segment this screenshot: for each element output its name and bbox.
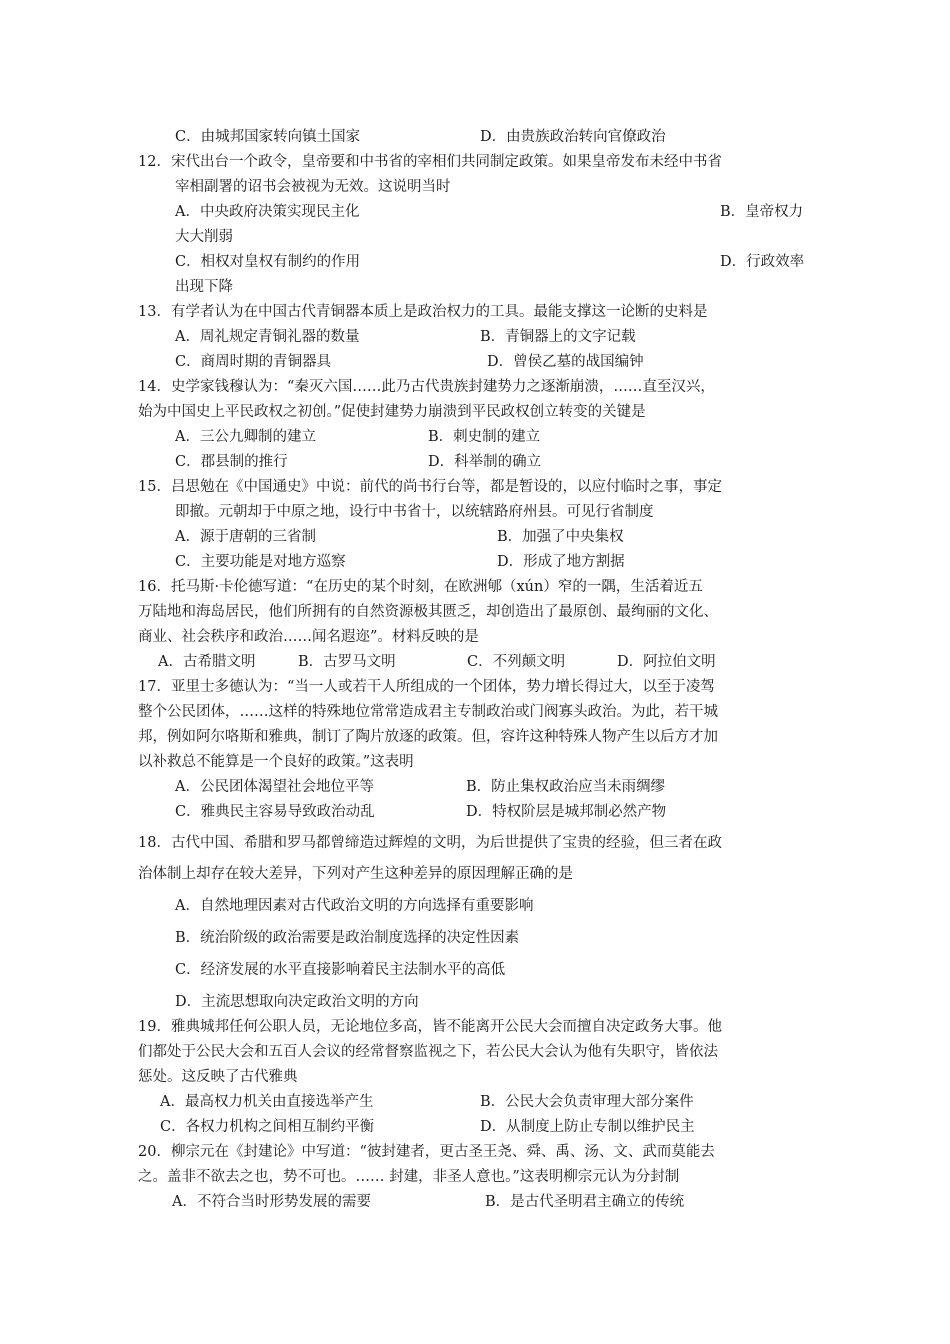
q17-option-d: D．特权阶层是城邦制必然产物	[466, 804, 667, 820]
q14-option-d: D．科举制的确立	[428, 454, 542, 470]
q13-option-d: D．曾侯乙墓的战国编钟	[487, 354, 644, 370]
q12-option-d-cont: 出现下降	[175, 279, 233, 295]
q20-option-a: A．不符合当时形势发展的需要	[172, 1194, 371, 1210]
q16-option-a: A．古希腊文明	[158, 654, 256, 670]
q12-stem-line2: 宰相副署的诏书会被视为无效。这说明当时	[175, 179, 451, 195]
q13-option-c: C．商周时期的青铜器具	[175, 354, 332, 370]
q11-option-c: C．由城邦国家转向镇土国家	[175, 129, 361, 145]
q18-stem-line2: 治体制上却存在较大差异，下列对产生这种差异的原因理解正确的是	[138, 866, 573, 882]
q15-stem-line2: 即撤。元朝却于中原之地，设行中书省十，以统辖路府州县。可见行省制度	[175, 504, 654, 520]
q19-option-c: C．各权力机构之间相互制约平衡	[160, 1119, 375, 1135]
q20-stem-line1: 20．柳宗元在《封建论》中写道：“彼封建者，更古圣王尧、舜、禹、汤、文、武而莫能去	[138, 1144, 715, 1160]
q20-stem-line2: 之。盖非不欲去之也，势不可也。…… 封建，非圣人意也。”这表明柳宗元认为分封制	[138, 1169, 680, 1185]
q19-stem-line1: 19．雅典城邦任何公职人员，无论地位多高，皆不能离开公民大会而擅自决定政务大事。他	[138, 1019, 722, 1035]
q14-option-a: A．三公九卿制的建立	[175, 429, 316, 445]
q16-stem-line1: 16．托马斯·卡伦德写道：“在历史的某个时刻，在欧洲郇（xún）窄的一隅，生活着近五	[138, 579, 703, 595]
q19-stem-line3: 惩处。这反映了古代雅典	[138, 1069, 298, 1085]
q13-option-b: B．青铜器上的文字记载	[480, 329, 636, 345]
q12-option-a: A．中央政府决策实现民主化	[175, 204, 360, 220]
q17-option-a: A．公民团体渴望社会地位平等	[175, 779, 374, 795]
q19-option-d: D．从制度上防止专制以维护民主	[480, 1119, 695, 1135]
q12-option-c: C．相权对皇权有制约的作用	[175, 254, 361, 270]
q14-stem-line1: 14．史学家钱穆认为：“秦灭六国……此乃古代贵族封建势力之逐渐崩溃，……直至汉兴，	[138, 379, 715, 395]
q19-option-a: A．最高权力机关由直接选举产生	[160, 1094, 374, 1110]
q15-option-c: C．主要功能是对地方巡察	[175, 554, 346, 570]
q16-option-c: C．不列颠文明	[467, 654, 566, 670]
q17-option-c: C．雅典民主容易导致政治动乱	[175, 804, 375, 820]
q15-option-d: D．形成了地方割据	[497, 554, 625, 570]
q11-option-d: D．由贵族政治转向官僚政治	[480, 129, 666, 145]
q17-stem-line1: 17．亚里士多德认为：“当一人或若干人所组成的一个团体，势力增长得过大，以至于凌驾	[138, 679, 715, 695]
q18-option-b: B．统治阶级的政治需要是政治制度选择的决定性因素	[175, 930, 520, 946]
q12-stem-line1: 12．宋代出台一个政令，皇帝要和中书省的宰相们共同制定政策。如果皇帝发布未经中书省	[138, 154, 722, 170]
q16-stem-line2: 万陆地和海岛居民，他们所拥有的自然资源极其匮乏，却创造出了最原创、最绚丽的文化、	[138, 604, 718, 620]
q14-option-c: C．郡县制的推行	[175, 454, 288, 470]
q16-stem-line3: 商业、社会秩序和政治……闻名遐迩”。材料反映的是	[138, 629, 479, 645]
q16-option-d: D．阿拉伯文明	[617, 654, 716, 670]
q13-option-a: A．周礼规定青铜礼器的数量	[175, 329, 360, 345]
q17-option-b: B．防止集权政治应当未雨绸缪	[466, 779, 666, 795]
q18-stem-line1: 18．古代中国、希腊和罗马都曾缔造过辉煌的文明，为后世提供了宝贵的经验，但三者在政	[138, 835, 722, 851]
q12-option-d: D．行政效率	[720, 254, 805, 270]
q18-option-d: D．主流思想取向决定政治文明的方向	[175, 994, 419, 1010]
q17-stem-line4: 以补救总不能算是一个良好的政策。”这表明	[138, 754, 414, 770]
q16-option-b: B．古罗马文明	[298, 654, 396, 670]
q18-option-a: A．自然地理因素对古代政治文明的方向选择有重要影响	[175, 898, 534, 914]
q18-option-c: C．经济发展的水平直接影响着民主法制水平的高低	[175, 962, 506, 978]
q20-option-b: B．是古代圣明君主确立的传统	[485, 1194, 685, 1210]
q17-stem-line3: 邦，例如阿尔咯斯和雅典，制订了陶片放逐的政策。但，容许这种特殊人物产生以后方才加	[138, 729, 718, 745]
q12-option-b: B．皇帝权力	[720, 204, 804, 220]
q15-option-a: A．源于唐朝的三省制	[175, 529, 316, 545]
q15-option-b: B．加强了中央集权	[497, 529, 624, 545]
q15-stem-line1: 15．吕思勉在《中国通史》中说：前代的尚书行台等，都是暂设的，以应付临时之事，事定	[138, 479, 722, 495]
q13-stem: 13．有学者认为在中国古代青铜器本质上是政治权力的工具。最能支撑这一论断的史料是	[138, 304, 708, 320]
q19-stem-line2: 们都处于公民大会和五百人会议的经常督察监视之下，若公民大会认为他有失职守，皆依法	[138, 1044, 718, 1060]
q14-stem-line2: 始为中国史上平民政权之初创。”促使封建势力崩溃到平民政权创立转变的关键是	[138, 404, 646, 420]
q19-option-b: B．公民大会负责审理大部分案件	[480, 1094, 694, 1110]
q12-option-b-cont: 大大削弱	[175, 229, 233, 245]
q14-option-b: B．刺史制的建立	[428, 429, 541, 445]
q17-stem-line2: 整个公民团体，……这样的特殊地位常常造成君主专制政治或门阀寡头政治。为此，若干城	[138, 704, 718, 720]
